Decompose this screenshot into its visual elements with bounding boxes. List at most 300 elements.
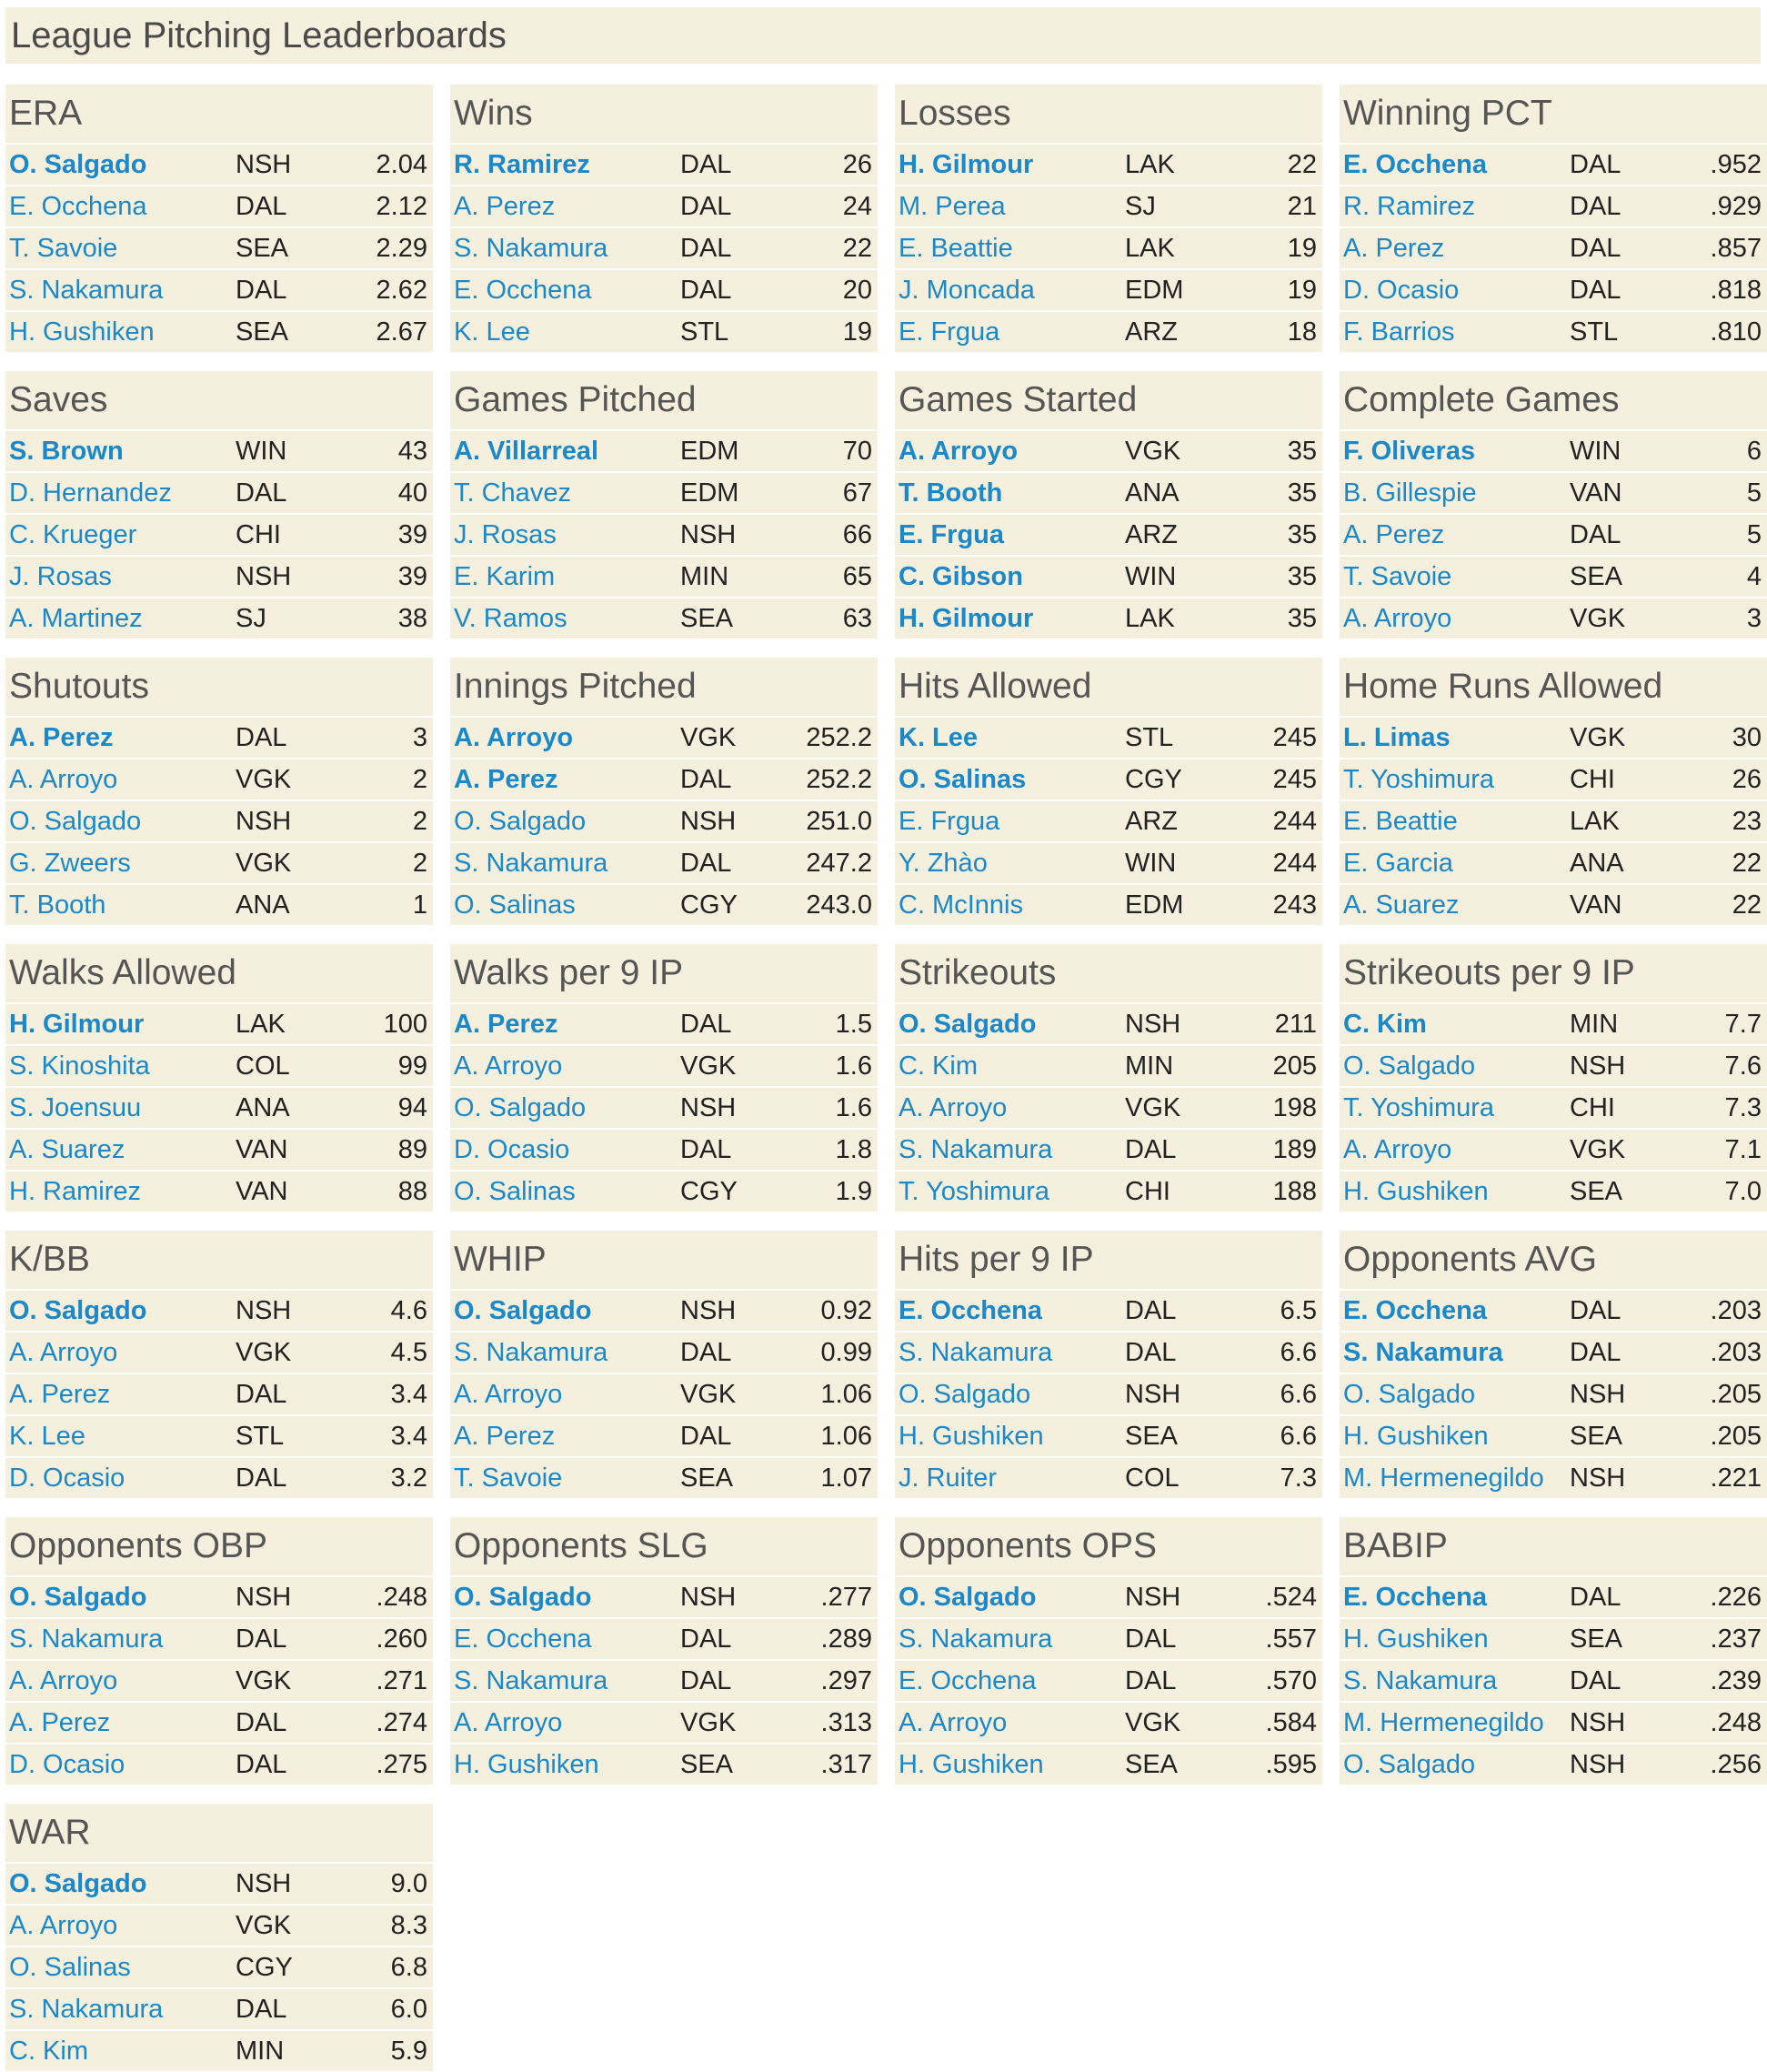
leaderboard-title: Losses	[899, 94, 1011, 133]
leaderboard-card	[5, 944, 433, 1212]
player-name-link[interactable]: O. Salgado	[454, 1583, 592, 1612]
player-name-link[interactable]: A. Arroyo	[454, 1708, 563, 1737]
player-name-link[interactable]: O. Salinas	[454, 1177, 576, 1206]
leaderboard-card	[450, 1517, 878, 1785]
player-name-link[interactable]: A. Perez	[1343, 520, 1445, 549]
stat-value: 2.04	[376, 150, 427, 179]
player-name-link[interactable]: T. Booth	[9, 890, 106, 920]
player-name-link[interactable]: A. Arroyo	[454, 723, 574, 752]
player-name-link[interactable]: M. Hermenegildo	[1343, 1708, 1544, 1737]
stat-value: 22	[842, 234, 872, 263]
player-name-link[interactable]: O. Salgado	[9, 150, 147, 179]
player-name-link[interactable]: S. Nakamura	[9, 276, 164, 305]
stat-value: 3	[412, 723, 427, 752]
team-abbr: DAL	[1125, 1135, 1177, 1164]
player-name-link[interactable]: T. Chavez	[454, 478, 571, 508]
team-abbr: NSH	[1570, 1708, 1626, 1737]
player-name-link[interactable]: E. Beattie	[899, 234, 1013, 263]
team-abbr: NSH	[680, 520, 737, 549]
leaderboard-row	[5, 1414, 433, 1456]
player-name-link[interactable]: A. Arroyo	[454, 1380, 563, 1409]
team-abbr: MIN	[1125, 1051, 1174, 1081]
leaderboard-row	[5, 1987, 433, 2029]
team-abbr: LAK	[1570, 807, 1620, 836]
player-name-link[interactable]: O. Salgado	[9, 1296, 147, 1325]
stat-value: 19	[1287, 234, 1317, 263]
player-name-link[interactable]: C. Kim	[899, 1051, 978, 1081]
team-abbr: ARZ	[1125, 520, 1178, 549]
player-name-link[interactable]: S. Nakamura	[1343, 1666, 1498, 1695]
stat-value: 21	[1287, 192, 1317, 221]
team-abbr: VGK	[680, 1051, 737, 1081]
stat-value: .277	[820, 1583, 872, 1612]
team-abbr: NSH	[1570, 1051, 1626, 1081]
stat-value: 94	[397, 1093, 427, 1122]
leaderboard-row	[5, 758, 433, 800]
leaderboard-card	[450, 1231, 878, 1498]
leaderboard-title: Complete Games	[1343, 380, 1620, 419]
player-name-link[interactable]: H. Gilmour	[899, 150, 1034, 179]
leaderboard-row	[1340, 268, 1767, 310]
stat-value: 67	[842, 478, 872, 508]
leaderboard-row	[1340, 555, 1767, 597]
leaderboard-title: Innings Pitched	[454, 667, 697, 706]
player-name-link[interactable]: A. Arroyo	[9, 1338, 118, 1367]
player-name-link[interactable]: A. Martinez	[9, 604, 143, 633]
team-abbr: DAL	[236, 1708, 287, 1737]
leaderboard-row	[5, 268, 433, 310]
stat-value: 7.6	[1724, 1051, 1762, 1081]
team-abbr: VGK	[680, 1708, 737, 1737]
leaderboard-card	[5, 371, 433, 639]
player-name-link[interactable]: O. Salinas	[454, 890, 576, 920]
leaderboard-row	[895, 1289, 1322, 1331]
stat-value: 30	[1732, 723, 1762, 752]
player-name-link[interactable]: T. Yoshimura	[899, 1177, 1050, 1206]
team-abbr: VGK	[1125, 437, 1181, 466]
player-name-link[interactable]: C. Kim	[1343, 1010, 1427, 1039]
leaderboard-row	[895, 471, 1322, 513]
team-abbr: SJ	[236, 604, 266, 633]
team-abbr: WIN	[236, 437, 287, 466]
stat-value: 26	[1732, 765, 1762, 794]
player-name-link[interactable]: S. Nakamura	[454, 1666, 608, 1695]
leaderboard-row	[895, 555, 1322, 597]
player-name-link[interactable]: E. Occhena	[1343, 1296, 1487, 1325]
player-name-link[interactable]: J. Moncada	[899, 276, 1035, 305]
leaderboard-card	[895, 658, 1322, 925]
player-name-link[interactable]: H. Gushiken	[899, 1750, 1044, 1779]
player-name-link[interactable]: A. Perez	[454, 765, 558, 794]
player-name-link[interactable]: O. Salgado	[899, 1583, 1037, 1612]
player-name-link[interactable]: A. Arroyo	[9, 1911, 118, 1940]
player-name-link[interactable]: E. Occhena	[1343, 150, 1487, 179]
stat-value: 0.92	[820, 1296, 872, 1325]
player-name-link[interactable]: E. Occhena	[1343, 1583, 1487, 1612]
player-name-link[interactable]: S. Nakamura	[899, 1624, 1053, 1654]
player-name-link[interactable]: K. Lee	[454, 317, 530, 347]
team-abbr: DAL	[236, 1995, 287, 2024]
player-name-link[interactable]: A. Perez	[454, 1010, 558, 1039]
player-name-link[interactable]: E. Garcia	[1343, 849, 1453, 878]
player-name-link[interactable]: C. Kim	[9, 2037, 88, 2066]
leaderboard-row	[450, 716, 878, 758]
team-abbr: STL	[1125, 723, 1174, 752]
team-abbr: COL	[1125, 1463, 1180, 1493]
player-name-link[interactable]: A. Perez	[454, 1422, 556, 1451]
player-name-link[interactable]: O. Salgado	[1343, 1380, 1476, 1409]
player-name-link[interactable]: K. Lee	[9, 1422, 85, 1451]
leaderboard-row	[895, 1743, 1322, 1785]
player-name-link[interactable]: O. Salgado	[454, 1093, 587, 1122]
leaderboard-row	[5, 185, 433, 226]
team-abbr: VGK	[680, 1380, 737, 1409]
leaderboard-row	[450, 1002, 878, 1044]
player-name-link[interactable]: A. Perez	[1343, 234, 1445, 263]
player-name-link[interactable]: M. Perea	[899, 192, 1006, 221]
leaderboard-row	[1340, 1575, 1767, 1617]
leaderboard-title: Games Pitched	[454, 380, 697, 419]
stat-value: 247.2	[806, 849, 872, 878]
player-name-link[interactable]: O. Salgado	[1343, 1051, 1476, 1081]
team-abbr: VGK	[236, 1911, 292, 1940]
leaderboard-title: WHIP	[454, 1240, 547, 1279]
player-name-link[interactable]: F. Oliveras	[1343, 437, 1476, 466]
player-name-link[interactable]: A. Perez	[454, 192, 556, 221]
leaderboard-title: Shutouts	[9, 667, 149, 706]
player-name-link[interactable]: T. Savoie	[1343, 562, 1452, 591]
player-name-link[interactable]: C. Gibson	[899, 562, 1023, 591]
team-abbr: SEA	[1570, 1177, 1623, 1206]
player-name-link[interactable]: O. Salinas	[9, 1953, 131, 1982]
stat-value: .203	[1710, 1338, 1762, 1367]
player-name-link[interactable]: L. Limas	[1343, 723, 1451, 752]
leaderboard-row	[1340, 716, 1767, 758]
stat-value: .271	[376, 1666, 427, 1695]
player-name-link[interactable]: S. Nakamura	[454, 234, 608, 263]
stat-value: 63	[842, 604, 872, 633]
player-name-link[interactable]: D. Hernandez	[9, 478, 172, 508]
team-abbr: VGK	[1570, 1135, 1626, 1164]
leaderboard-row	[450, 143, 878, 185]
player-name-link[interactable]: A. Arroyo	[9, 1666, 118, 1695]
player-name-link[interactable]: H. Ramirez	[9, 1177, 142, 1206]
player-name-link[interactable]: E. Frgua	[899, 317, 1000, 347]
team-abbr: NSH	[236, 1296, 292, 1325]
leaderboard-title: Wins	[454, 94, 533, 133]
player-name-link[interactable]: D. Ocasio	[9, 1750, 125, 1779]
stat-value: 252.2	[806, 765, 872, 794]
player-name-link[interactable]: A. Arroyo	[899, 1708, 1008, 1737]
player-name-link[interactable]: J. Rosas	[9, 562, 112, 591]
stat-value: 3.4	[390, 1380, 427, 1409]
team-abbr: VGK	[680, 723, 737, 752]
player-name-link[interactable]: S. Nakamura	[9, 1624, 164, 1654]
team-abbr: VGK	[236, 1338, 292, 1367]
stat-value: 22	[1732, 890, 1762, 920]
player-name-link[interactable]: O. Salgado	[899, 1010, 1037, 1039]
leaderboard-title: Saves	[9, 380, 108, 419]
player-name-link[interactable]: Y. Zhào	[899, 849, 988, 878]
leaderboard-row	[450, 1456, 878, 1498]
player-name-link[interactable]: H. Gilmour	[9, 1010, 145, 1039]
player-name-link[interactable]: S. Nakamura	[9, 1995, 164, 2024]
leaderboard-card	[1340, 944, 1767, 1212]
stat-value: 3.2	[390, 1463, 427, 1493]
player-name-link[interactable]: O. Salinas	[899, 765, 1027, 794]
leaderboard-row	[895, 1414, 1322, 1456]
player-name-link[interactable]: S. Nakamura	[899, 1338, 1053, 1367]
stat-value: 88	[397, 1177, 427, 1206]
leaderboard-row	[450, 268, 878, 310]
player-name-link[interactable]: S. Kinoshita	[9, 1051, 150, 1081]
player-name-link[interactable]: R. Ramirez	[1343, 192, 1476, 221]
player-name-link[interactable]: E. Karim	[454, 562, 556, 591]
stat-value: .274	[376, 1708, 427, 1737]
player-name-link[interactable]: D. Ocasio	[9, 1463, 125, 1493]
team-abbr: VGK	[1570, 723, 1626, 752]
leaderboard-row	[1340, 310, 1767, 352]
leaderboard-row	[895, 597, 1322, 639]
stat-value: 19	[842, 317, 872, 347]
stat-value: .818	[1710, 276, 1762, 305]
player-name-link[interactable]: G. Zweers	[9, 849, 131, 878]
team-abbr: ANA	[236, 1093, 290, 1122]
leaderboard-card	[1340, 1231, 1767, 1498]
player-name-link[interactable]: A. Arroyo	[899, 1093, 1008, 1122]
player-name-link[interactable]: T. Booth	[899, 478, 1003, 508]
player-name-link[interactable]: T. Yoshimura	[1343, 1093, 1495, 1122]
leaderboard-row	[1340, 1373, 1767, 1414]
leaderboard-row	[5, 1044, 433, 1086]
player-name-link[interactable]: F. Barrios	[1343, 317, 1455, 347]
team-abbr: WIN	[1570, 437, 1621, 466]
player-name-link[interactable]: A. Villarreal	[454, 437, 599, 466]
player-name-link[interactable]: H. Gushiken	[899, 1422, 1044, 1451]
team-abbr: DAL	[236, 1624, 287, 1654]
leaderboard-row	[895, 841, 1322, 883]
stat-value: .524	[1265, 1583, 1317, 1612]
player-name-link[interactable]: O. Salgado	[9, 1583, 147, 1612]
stat-value: 7.1	[1724, 1135, 1762, 1164]
player-name-link[interactable]: V. Ramos	[454, 604, 567, 633]
player-name-link[interactable]: A. Perez	[9, 1380, 111, 1409]
team-abbr: DAL	[680, 234, 732, 263]
player-name-link[interactable]: A. Suarez	[9, 1135, 125, 1164]
player-name-link[interactable]: E. Frgua	[899, 807, 1000, 836]
team-abbr: DAL	[1570, 150, 1621, 179]
leaderboard-row	[1340, 883, 1767, 925]
player-name-link[interactable]: H. Gushiken	[454, 1750, 599, 1779]
stat-value: 5	[1746, 520, 1762, 549]
player-name-link[interactable]: H. Gilmour	[899, 604, 1034, 633]
team-abbr: ANA	[236, 890, 290, 920]
stat-value: 20	[842, 276, 872, 305]
stat-value: 1.9	[835, 1177, 872, 1206]
player-name-link[interactable]: B. Gillespie	[1343, 478, 1477, 508]
team-abbr: ANA	[1125, 478, 1180, 508]
player-name-link[interactable]: S. Nakamura	[1343, 1338, 1503, 1367]
team-abbr: DAL	[1570, 520, 1621, 549]
team-abbr: DAL	[236, 723, 287, 752]
stat-value: 66	[842, 520, 872, 549]
team-abbr: NSH	[680, 1093, 737, 1122]
player-name-link[interactable]: D. Ocasio	[454, 1135, 570, 1164]
leaderboard-row	[895, 758, 1322, 800]
player-name-link[interactable]: S. Nakamura	[454, 1338, 608, 1367]
leaderboard-row	[895, 1373, 1322, 1414]
leaderboard-row	[5, 1575, 433, 1617]
player-name-link[interactable]: R. Ramirez	[454, 150, 590, 179]
team-abbr: CGY	[236, 1953, 293, 1982]
player-name-link[interactable]: S. Nakamura	[899, 1135, 1053, 1164]
player-name-link[interactable]: O. Salgado	[454, 807, 587, 836]
player-name-link[interactable]: C. McInnis	[899, 890, 1023, 920]
team-abbr: STL	[1570, 317, 1619, 347]
team-abbr: DAL	[680, 150, 732, 179]
player-name-link[interactable]: A. Arroyo	[899, 437, 1019, 466]
leaderboard-card	[1340, 1517, 1767, 1785]
team-abbr: MIN	[236, 2037, 285, 2066]
player-name-link[interactable]: T. Yoshimura	[1343, 765, 1495, 794]
stat-value: 189	[1272, 1135, 1317, 1164]
leaderboard-row	[895, 513, 1322, 555]
team-abbr: NSH	[1570, 1380, 1626, 1409]
stat-value: 6.0	[390, 1995, 427, 2024]
leaderboard-card	[1340, 371, 1767, 639]
player-name-link[interactable]: S. Brown	[9, 437, 124, 466]
player-name-link[interactable]: J. Rosas	[454, 520, 557, 549]
player-name-link[interactable]: T. Savoie	[454, 1463, 563, 1493]
player-name-link[interactable]: K. Lee	[899, 723, 979, 752]
leaderboard-row	[895, 1659, 1322, 1701]
stat-value: .239	[1710, 1666, 1762, 1695]
player-name-link[interactable]: O. Salgado	[454, 1296, 592, 1325]
leaderboard-row	[1340, 1456, 1767, 1498]
team-abbr: CHI	[236, 520, 281, 549]
player-name-link[interactable]: E. Occhena	[899, 1296, 1042, 1325]
leaderboard-row	[1340, 1701, 1767, 1743]
team-abbr: SEA	[1125, 1750, 1179, 1779]
leaderboard-row	[1340, 1044, 1767, 1086]
player-name-link[interactable]: H. Gushiken	[1343, 1624, 1489, 1654]
player-name-link[interactable]: O. Salgado	[9, 1869, 147, 1898]
leaderboard-row	[1340, 226, 1767, 268]
team-abbr: DAL	[236, 478, 287, 508]
player-name-link[interactable]: T. Savoie	[9, 234, 118, 263]
team-abbr: VGK	[1125, 1093, 1181, 1122]
team-abbr: DAL	[1570, 192, 1621, 221]
leaderboard-row	[1340, 1617, 1767, 1659]
stat-value: 1.07	[820, 1463, 872, 1493]
stat-value: .226	[1710, 1583, 1762, 1612]
team-abbr: NSH	[680, 807, 737, 836]
team-abbr: NSH	[236, 1583, 292, 1612]
player-name-link[interactable]: O. Salgado	[899, 1380, 1031, 1409]
player-name-link[interactable]: H. Gushiken	[1343, 1177, 1489, 1206]
player-name-link[interactable]: J. Ruiter	[899, 1463, 997, 1493]
team-abbr: WIN	[1125, 562, 1177, 591]
player-name-link[interactable]: M. Hermenegildo	[1343, 1463, 1544, 1493]
leaderboard-row	[895, 268, 1322, 310]
team-abbr: SEA	[236, 234, 289, 263]
player-name-link[interactable]: E. Occhena	[9, 192, 147, 221]
stat-value: 7.3	[1280, 1463, 1317, 1493]
leaderboard-row	[5, 513, 433, 555]
leaderboard-row	[895, 1128, 1322, 1170]
player-name-link[interactable]: A. Arroyo	[1343, 604, 1452, 633]
leaderboard-title: Opponents SLG	[454, 1526, 708, 1565]
stat-value: 6.5	[1280, 1296, 1317, 1325]
leaderboard-row	[450, 1659, 878, 1701]
stat-value: 7.7	[1724, 1010, 1762, 1039]
leaderboard-row	[895, 800, 1322, 841]
leaderboard-title: Walks per 9 IP	[454, 953, 684, 992]
player-name-link[interactable]: E. Occhena	[454, 276, 592, 305]
leaderboard-row	[1340, 1414, 1767, 1456]
leaderboard-row	[450, 185, 878, 226]
player-name-link[interactable]: E. Occhena	[454, 1624, 592, 1654]
player-name-link[interactable]: O. Salgado	[1343, 1750, 1476, 1779]
leaderboard-row	[5, 1170, 433, 1212]
player-name-link[interactable]: D. Ocasio	[1343, 276, 1460, 305]
stat-value: .557	[1265, 1624, 1317, 1654]
player-name-link[interactable]: A. Arroyo	[9, 765, 118, 794]
team-abbr: DAL	[1570, 1583, 1621, 1612]
player-name-link[interactable]: A. Suarez	[1343, 890, 1460, 920]
leaderboard-row	[5, 471, 433, 513]
player-name-link[interactable]: A. Arroyo	[1343, 1135, 1452, 1164]
leaderboard-card	[5, 85, 433, 352]
leaderboard-row	[895, 1170, 1322, 1212]
leaderboard-title: Strikeouts per 9 IP	[1343, 953, 1635, 992]
player-name-link[interactable]: A. Arroyo	[454, 1051, 563, 1081]
leaderboard-row	[5, 1862, 433, 1904]
stat-value: 35	[1287, 478, 1317, 508]
stat-value: 3	[1746, 604, 1762, 633]
leaderboard-title: Games Started	[899, 380, 1138, 419]
leaderboard-card	[1340, 658, 1767, 925]
stat-value: .260	[376, 1624, 427, 1654]
stat-value: 1.8	[835, 1135, 872, 1164]
player-name-link[interactable]: H. Gushiken	[1343, 1422, 1489, 1451]
team-abbr: NSH	[1125, 1583, 1181, 1612]
player-name-link[interactable]: A. Perez	[9, 723, 114, 752]
stat-value: 4	[1746, 562, 1762, 591]
player-name-link[interactable]: O. Salgado	[9, 807, 142, 836]
stat-value: .952	[1710, 150, 1762, 179]
team-abbr: DAL	[1125, 1338, 1177, 1367]
stat-value: .221	[1710, 1463, 1762, 1493]
player-name-link[interactable]: E. Beattie	[1343, 807, 1458, 836]
player-name-link[interactable]: C. Krueger	[9, 520, 137, 549]
stat-value: 24	[842, 192, 872, 221]
leaderboard-row	[450, 1575, 878, 1617]
leaderboard-row	[450, 800, 878, 841]
player-name-link[interactable]: E. Frgua	[899, 520, 1005, 549]
team-abbr: DAL	[1570, 1666, 1621, 1695]
player-name-link[interactable]: S. Nakamura	[454, 849, 608, 878]
leaderboard-row	[450, 429, 878, 471]
player-name-link[interactable]: A. Perez	[9, 1708, 111, 1737]
leaderboard-row	[1340, 1743, 1767, 1785]
player-name-link[interactable]: S. Joensuu	[9, 1093, 142, 1122]
player-name-link[interactable]: E. Occhena	[899, 1666, 1037, 1695]
leaderboard-row	[450, 513, 878, 555]
team-abbr: LAK	[1125, 150, 1175, 179]
player-name-link[interactable]: H. Gushiken	[9, 317, 155, 347]
team-abbr: DAL	[680, 1422, 732, 1451]
